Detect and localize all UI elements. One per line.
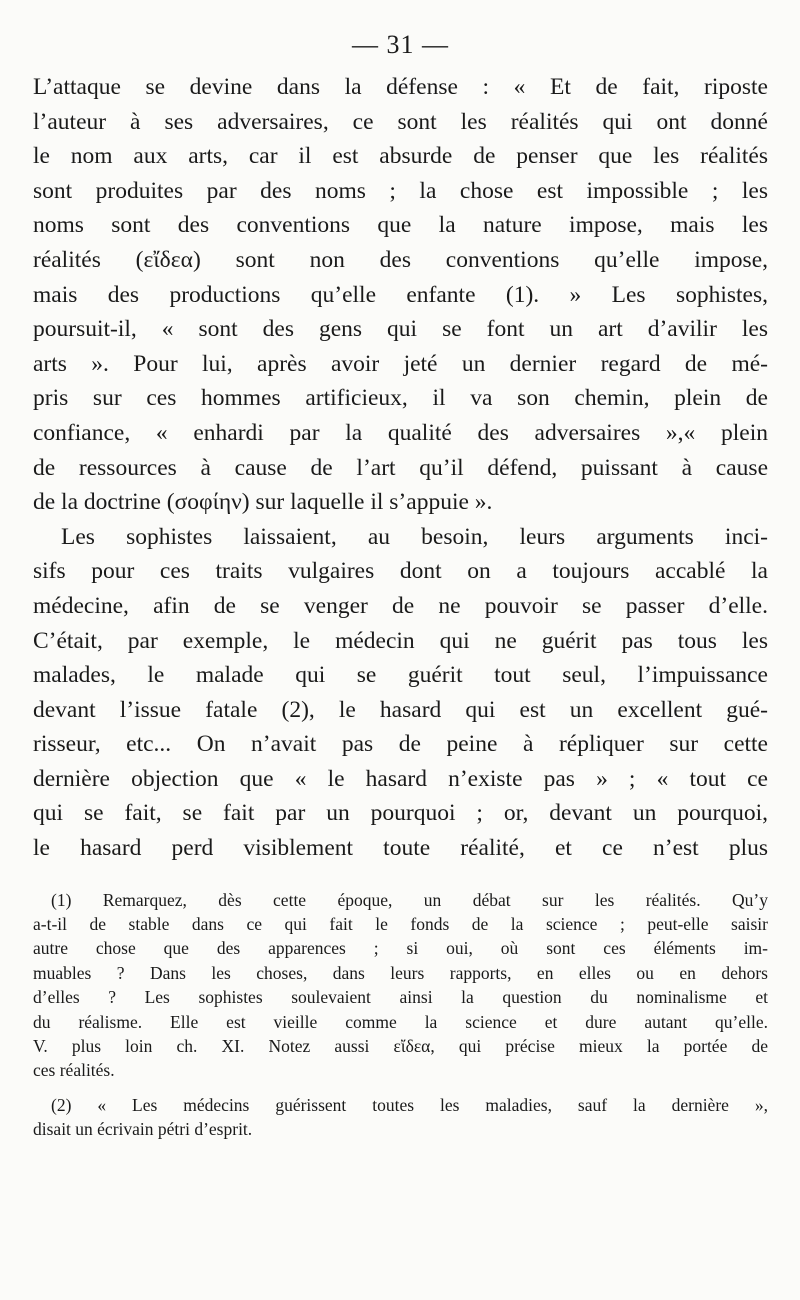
document-page (33, 22, 768, 1142)
text-line: de ressources à cause de l’art qu’il défend, puissant à cause (33, 454, 768, 481)
footnote-1 (33, 888, 768, 1083)
footnote-line: (1) Remarquez, dès cette époque, un débat sur les réalités. Qu’y (51, 889, 768, 910)
paragraph-1 (33, 70, 768, 520)
text-line: malades, le malade qui se guérit tout seul, l’impuissance (33, 662, 768, 689)
footnote-line: (2) « Les médecins guérissent toutes les maladies, sauf la dernière », (51, 1094, 768, 1115)
footnote-line: autre chose que des apparences ; si oui, où sont ces éléments im- (33, 938, 768, 959)
paragraph-2 (33, 520, 768, 866)
text-line: médecine, afin de se venger de ne pouvoir se passer d’elle. (33, 592, 768, 619)
footnote-2 (33, 1093, 768, 1142)
body-text (33, 70, 768, 866)
text-line: réalités (εἴδεα) sont non des conventions qu’elle impose, (33, 246, 768, 273)
text-line: confiance, « enhardi par la qualité des adversaires »,« plein (33, 419, 768, 446)
text-line: L’attaque se devine dans la défense : « Et de fait, riposte (33, 74, 768, 100)
footnote-line: ces réalités. (33, 1060, 115, 1081)
text-line: Les sophistes laissaient, au besoin, leurs arguments inci- (61, 523, 768, 550)
text-line: dernière objection que « le hasard n’existe pas » ; « tout ce (33, 765, 768, 792)
text-line: pris sur ces hommes artificieux, il va son chemin, plein de (33, 385, 768, 412)
text-line: sont produites par des noms ; la chose est impossible ; les (33, 177, 768, 204)
text-line: noms sont des conventions que la nature impose, mais les (33, 212, 768, 239)
footnote-line: du réalisme. Elle est vieille comme la science et dure autant qu’elle. (33, 1011, 768, 1032)
footnote-line: a-t-il de stable dans ce qui fait le fonds de la science ; peut-elle saisir (33, 914, 768, 935)
footnote-line: disait un écrivain pétri d’esprit. (33, 1119, 253, 1140)
text-line: devant l’issue fatale (2), le hasard qui est un excellent gué- (33, 696, 768, 723)
text-line: risseur, etc... On n’avait pas de peine à répliquer sur cette (33, 731, 768, 758)
footnote-line: d’elles ? Les sophistes soulevaient ainsi la question du nominalisme et (33, 987, 768, 1008)
text-line: C’était, par exemple, le médecin qui ne guérit pas tous les (33, 627, 768, 654)
text-line: sifs pour ces traits vulgaires dont on a toujours accablé la (33, 558, 768, 585)
text-line: poursuit-il, « sont des gens qui se font un art d’avilir les (33, 316, 768, 343)
footnotes (33, 888, 768, 1142)
text-line: arts ». Pour lui, après avoir jeté un dernier regard de mé- (33, 350, 768, 377)
footnote-line: muables ? Dans les choses, dans leurs rapports, en elles ou en dehors (33, 962, 768, 983)
text-line: le hasard perd visiblement toute réalité, et ce n’est plus (33, 835, 768, 862)
text-line: qui se fait, se fait par un pourquoi ; or, devant un pourquoi, (33, 800, 768, 827)
text-line: de la doctrine (σοφίην) sur laquelle il s’appuie ». (33, 489, 493, 516)
text-line: le nom aux arts, car il est absurde de penser que les réalités (33, 143, 768, 170)
text-line: l’auteur à ses adversaires, ce sont les réalités qui ont donné (33, 108, 768, 135)
footnote-spacer (33, 1083, 768, 1093)
text-line: mais des productions qu’elle enfante (1). » Les sophistes, (33, 281, 768, 308)
footnote-line: V. plus loin ch. XI. Notez aussi εἴδεα, qui précise mieux la portée de (33, 1036, 768, 1056)
page-number: — 31 — (352, 30, 449, 59)
